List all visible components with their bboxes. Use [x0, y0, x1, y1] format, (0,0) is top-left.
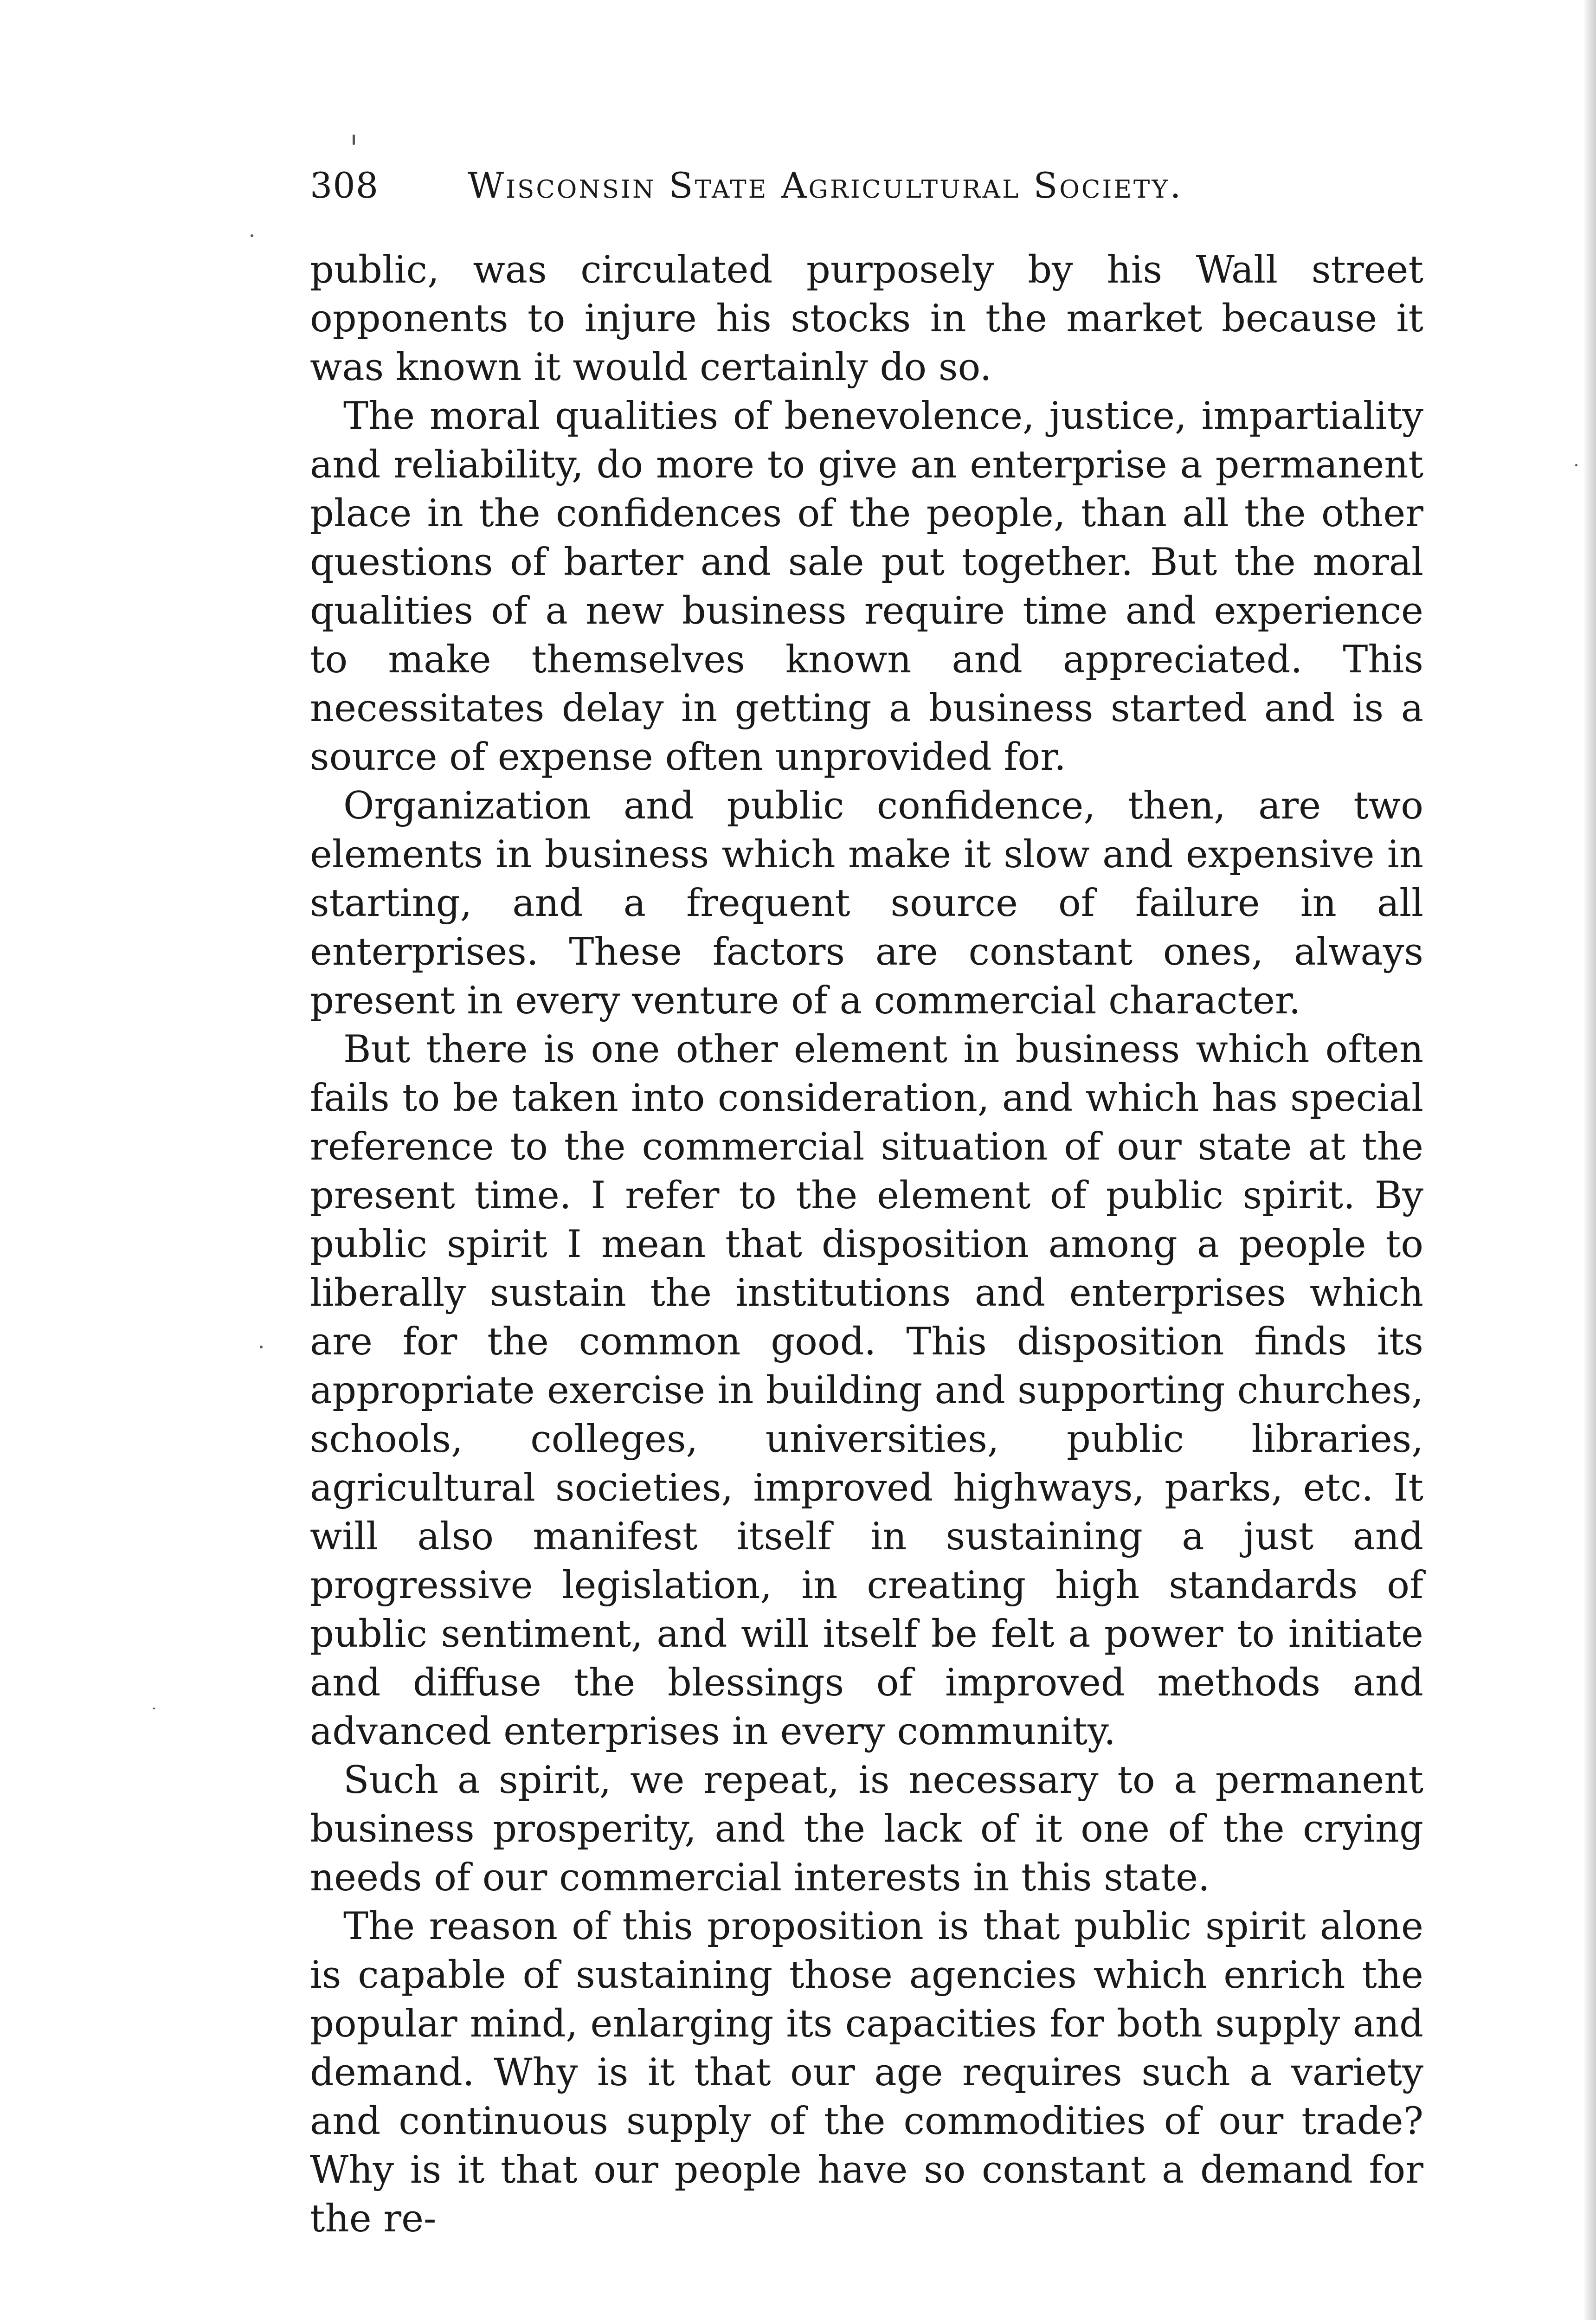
- body-text: [310, 246, 1423, 2243]
- scan-speck: [260, 1346, 263, 1348]
- scan-speck: [153, 1708, 155, 1709]
- paragraph-reason: The reason of this proposition is that public spirit alone is capable of sustaining those agencies which enrich the popular mind, enlarging its capacities for both supply and demand. Why is it that our age requires such a variety and continuous supply of the commodities of our trade? Why is it that our people have so constant a demand for the re-: [310, 1905, 1423, 2241]
- paragraph-public-spirit: But there is one other element in business which often fails to be taken into consideration, and which has special reference to the commercial situation of our state at the present time. I refer to the element of public spirit. By public spirit I mean that disposition among a people to liberally sustain the institutions and enterprises which are for the common good. This disposition finds its appropriate exercise in building and supporting churches, schools, colleges, universities, public libraries, agricultural societies, improved highways, parks, etc. It will also manifest itself in sustaining a just and progressive legislation, in creating high standards of public sentiment, and will itself be felt a power to initiate and diffuse the blessings of improved methods and advanced enterprises in every community.: [310, 1028, 1423, 1753]
- running-head: Wisconsin State Agricultural Society.: [468, 165, 1183, 206]
- scan-speck: [353, 135, 355, 145]
- scan-edge-right: [1583, 0, 1596, 2320]
- paragraph-organization: Organization and public confidence, then, are two elements in business which make it slow and expensive in starting, and a frequent source of failure in all enterprises. These factors are constant ones, always present in every venture of a commercial character.: [310, 784, 1423, 1023]
- scan-speck: [251, 234, 253, 237]
- paragraph-such-a-spirit: Such a spirit, we repeat, is necessary to a permanent business prosperity, and the lack of it one of the crying needs of our commercial interests in this state.: [310, 1759, 1423, 1900]
- paragraph-moral-qualities: The moral qualities of benevolence, justice, impartiality and reliability, do more to give an enterprise a permanent place in the confidences of the people, than all the other questions of barter and sale put together. But the moral qualities of a new business require time and experience to make themselves known and appreciated. This necessitates delay in getting a business started and is a source of expense often unprovided for.: [310, 394, 1423, 779]
- paragraph-continued: public, was circulated purposely by his Wall street opponents to injure his stocks in the market because it was known it would certainly do so.: [310, 248, 1423, 389]
- page-number: 308: [310, 165, 379, 206]
- scan-speck: [1575, 464, 1577, 466]
- page-header: [310, 158, 1275, 213]
